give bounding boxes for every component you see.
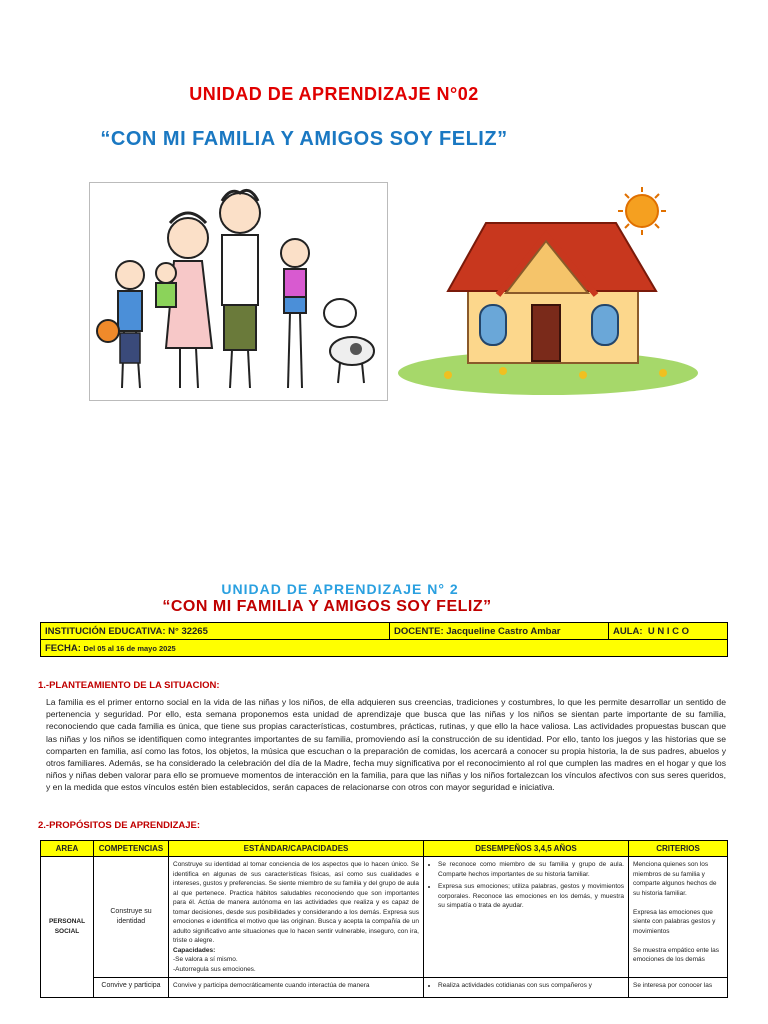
capacidad-2: -Autorregula sus emociones. (173, 965, 256, 973)
header-area: AREA (41, 841, 94, 857)
fecha-cell (41, 640, 728, 657)
section1-text: La familia es el primer entorno social en la vida de las niñas y los niños, de ella adquieren sus creencias, tradiciones y costumbres, lo que les permite desarrollar un sentido de pertenencia y seguridad. Por ello, esta semana proponemos esta unidad de aprendizaje que busca que las niñas y los niños se sientan parte importante de su familia, reconociendo que cada familia es única, que tiene sus propias características, costumbres, prácticas, rutinas, y que ello la hace valiosa. Las actividades propuestas buscan que las niñas y los niños se identifiquen como integrantes importantes de su familia, promoviendo así la construcción de su identidad. Por ello, tanto los juegos y las historias que se comparten en familia, así como las fotos, los objetos, la música que escuchan o la preparación de comidas, los acercará a conocer su propia historia, la de sus padres, abuelos y otros familiares. Además, se ha considerado la celebración del día de la Madre, fecha muy significativa por el reconocimiento al rol que cumplen las madres en el hogar y que los niños y niñas deben valorar para ello se promueve momentos de interacción en la familia, para que las niñas y los niños fortalezcan los vínculos afectivos con sus seres queridos, y en la medida que estos vínculos estén bien establecidos, serán capaces de relacionarse con otros con mayor seguridad e iniciativa. (46, 697, 726, 793)
unit-title: UNIDAD DE APRENDIZAJE N° 2 (221, 581, 459, 597)
desempeno-2-cell (424, 978, 629, 998)
section2-heading: 2.-PROPÓSITOS DE APRENDIZAJE: (38, 820, 201, 831)
criterio-2-cell: Se interesa por conocer las (629, 978, 728, 998)
criterio-3: Se muestra empático ente las emociones de los demás (633, 946, 719, 963)
aula-value: U N I C O (647, 625, 690, 637)
docente-cell: DOCENTE: Jacqueline Castro Ambar (390, 623, 609, 640)
estandar-cell (169, 857, 424, 978)
aula-cell (609, 623, 728, 640)
cover-title: UNIDAD DE APRENDIZAJE N°02 (189, 84, 479, 104)
info-table (40, 622, 728, 657)
fecha-value: Del 05 al 16 de mayo 2025 (83, 643, 176, 653)
capacidad-1: -Se valora a sí mismo. (173, 956, 238, 963)
criterio-2: Expresa las emociones que siente con palabras gestos y movimientos (633, 908, 716, 935)
competencia-cell: Construye su identidad (94, 857, 169, 978)
fecha-label: FECHA: (45, 642, 81, 654)
estandar-text: Construye su identidad al tomar conciencia de los aspectos que lo hacen único. Se identifica en algunas de sus características físicas, así como sus cualidades e intereses, gustos y preferencias. Se siente miembro de su familia y del grupo de aula al que pertenece. Practica hábitos saludables reconociendo que son importantes para él. Actúa de manera autónoma en las actividades que realiza y es capaz de tomar decisiones, desde sus posibilidades y considerando a los demás. Expresa sus emociones e identifica el motivo que las originan. Busca y acepta la compañía de un adulto significativo ante situaciones que lo hacen sentir vulnerable, inseguro, con ira, triste o alegre. (173, 861, 419, 944)
house-drawing-image (398, 183, 703, 403)
criterio-1: Menciona quienes son los miembros de su familia y comparte algunos hechos de su historia familiar. (633, 861, 717, 897)
competencia-2-cell: Convive y participa (94, 978, 169, 998)
area-cell: PERSONAL SOCIAL (41, 857, 94, 998)
header-criterios: CRITERIOS (629, 841, 728, 857)
capacidades-label: Capacidades: (173, 946, 216, 954)
proposito-table (40, 840, 728, 998)
desempeno-cell (424, 857, 629, 978)
header-estandar: ESTÁNDAR/CAPACIDADES (169, 841, 424, 857)
desempeno-1: • Se reconoce como miembro de su familia y grupo de aula. Comparte hechos importantes de su historia familiar. (438, 860, 624, 879)
institucion-cell: INSTITUCIÓN EDUCATIVA: N° 32265 (41, 623, 390, 640)
aula-label: AULA: (613, 625, 643, 637)
header-desempenos: DESEMPEÑOS 3,4,5 AÑOS (424, 841, 629, 857)
estandar-2-cell: Convive y participa democráticamente cuando interactúa de manera (169, 978, 424, 998)
family-drawing-image (89, 182, 388, 401)
unit-subtitle: “CON MI FAMILIA Y AMIGOS SOY FELIZ” (162, 598, 492, 615)
desempeno-row2: • Realiza actividades cotidianas con sus compañeros y (438, 981, 624, 991)
desempeno-2: • Expresa sus emociones; utiliza palabras, gestos y movimientos corporales. Reconoce las emociones en los demás, y muestra su simpatía o trata de ayudar. (438, 882, 624, 911)
cover-subtitle: “CON MI FAMILIA Y AMIGOS SOY FELIZ” (100, 128, 508, 150)
header-competencias: COMPETENCIAS (94, 841, 169, 857)
criterios-cell (629, 857, 728, 978)
section1-heading: 1.-PLANTEAMIENTO DE LA SITUACION: (38, 680, 220, 691)
